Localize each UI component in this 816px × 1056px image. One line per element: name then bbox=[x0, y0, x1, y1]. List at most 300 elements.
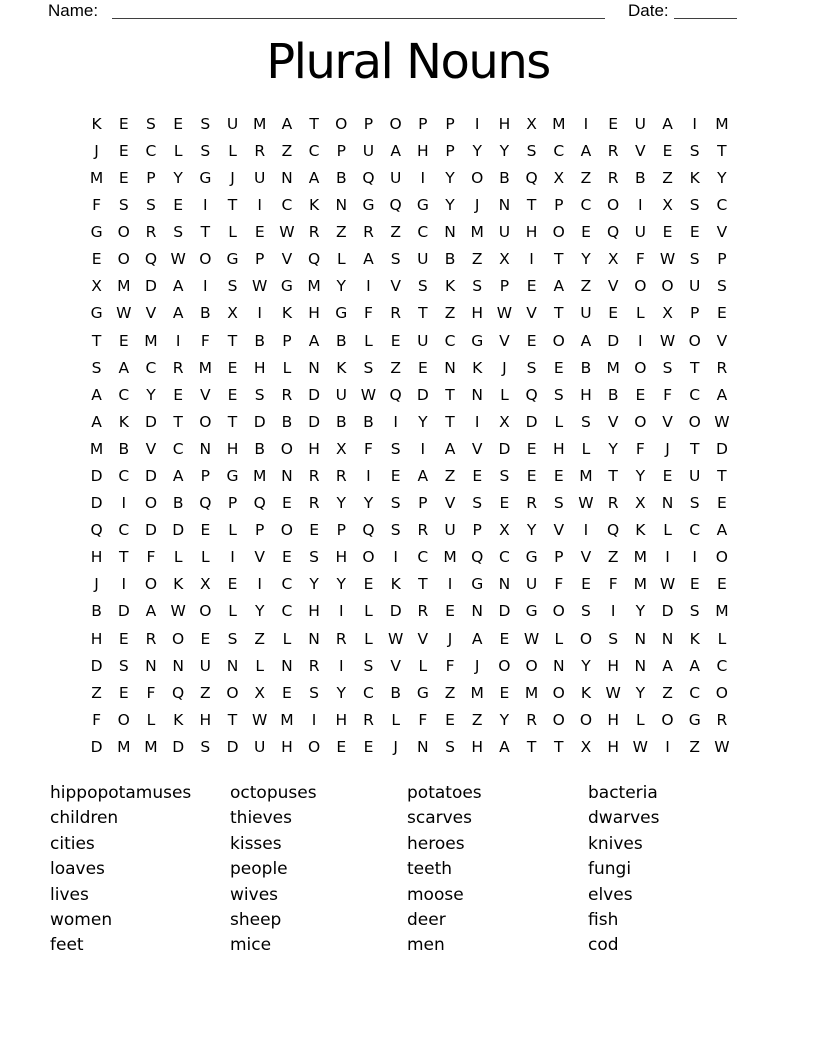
grid-letter: Q bbox=[362, 168, 375, 187]
grid-letter: X bbox=[553, 168, 565, 187]
grid-letter: X bbox=[227, 304, 238, 323]
grid-letter: K bbox=[309, 196, 320, 215]
grid-letter: V bbox=[526, 304, 537, 323]
grid-letter: C bbox=[363, 683, 374, 702]
grid-letter: S bbox=[445, 737, 455, 756]
grid-letter: H bbox=[335, 710, 348, 729]
grid-letter: D bbox=[525, 412, 538, 431]
grid-letter: P bbox=[146, 168, 156, 187]
grid-letter: O bbox=[307, 737, 321, 756]
grid-letter: V bbox=[553, 521, 565, 540]
grid-letter: L bbox=[228, 223, 237, 242]
grid-letter: I bbox=[203, 196, 208, 215]
word-list-item: loaves bbox=[50, 859, 105, 880]
grid-letter: M bbox=[144, 737, 158, 756]
grid-letter: P bbox=[554, 548, 564, 567]
grid-letter: R bbox=[417, 602, 429, 621]
grid-letter: T bbox=[554, 304, 564, 323]
word-list-item: teeth bbox=[407, 859, 453, 880]
grid-letter: W bbox=[578, 494, 594, 513]
grid-letter: Q bbox=[199, 494, 212, 513]
grid-letter: H bbox=[199, 710, 212, 729]
grid-letter: E bbox=[608, 114, 619, 133]
grid-letter: A bbox=[471, 629, 483, 648]
grid-letter: Z bbox=[580, 277, 592, 296]
grid-letter: W bbox=[659, 575, 676, 594]
grid-letter: N bbox=[634, 656, 647, 675]
grid-letter: B bbox=[607, 385, 619, 404]
grid-letter: O bbox=[607, 196, 620, 215]
grid-letter: V bbox=[662, 412, 673, 431]
grid-letter: A bbox=[145, 602, 157, 621]
grid-letter: S bbox=[390, 521, 401, 540]
grid-letter: J bbox=[94, 575, 99, 594]
grid-letter: N bbox=[145, 656, 157, 675]
grid-letter: X bbox=[580, 737, 592, 756]
grid-letter: T bbox=[689, 358, 700, 377]
grid-letter: M bbox=[280, 710, 294, 729]
grid-letter: Y bbox=[635, 602, 646, 621]
grid-letter: D bbox=[661, 602, 674, 621]
grid-letter: G bbox=[525, 548, 538, 567]
grid-letter: G bbox=[688, 710, 701, 729]
grid-letter: O bbox=[471, 168, 484, 187]
grid-letter: S bbox=[472, 277, 483, 296]
word-list-column bbox=[407, 781, 482, 959]
grid-letter: H bbox=[607, 710, 619, 729]
grid-letter: Y bbox=[173, 168, 183, 187]
grid-letter: H bbox=[525, 223, 538, 242]
grid-letter: A bbox=[662, 114, 673, 133]
grid-letter: I bbox=[447, 575, 453, 594]
grid-letter: O bbox=[552, 331, 565, 350]
grid-letter: R bbox=[526, 710, 537, 729]
grid-letter: L bbox=[663, 521, 672, 540]
grid-letter: I bbox=[583, 521, 589, 540]
grid-letter: R bbox=[526, 494, 537, 513]
grid-letter: H bbox=[607, 737, 619, 756]
grid-letter: L bbox=[146, 710, 156, 729]
grid-letter: B bbox=[390, 683, 401, 702]
grid-letter: S bbox=[118, 196, 129, 215]
grid-letter: R bbox=[607, 168, 619, 187]
date-label: Date: bbox=[628, 1, 669, 20]
grid-letter: L bbox=[717, 629, 727, 648]
grid-letter: N bbox=[172, 656, 184, 675]
grid-letter: I bbox=[474, 114, 480, 133]
grid-letter: Y bbox=[445, 196, 455, 215]
grid-letter: H bbox=[580, 385, 592, 404]
grid-letter: V bbox=[716, 331, 728, 350]
grid-letter: P bbox=[336, 141, 346, 160]
grid-letter: F bbox=[146, 683, 156, 702]
grid-letter: S bbox=[553, 385, 564, 404]
grid-letter: J bbox=[665, 439, 670, 458]
grid-letter: F bbox=[663, 385, 672, 404]
grid-letter: W bbox=[170, 602, 186, 621]
grid-letter: P bbox=[363, 114, 374, 133]
grid-letter: Z bbox=[471, 710, 483, 729]
grid-letter: G bbox=[90, 223, 103, 242]
grid-letter: P bbox=[255, 250, 265, 269]
grid-letter: A bbox=[444, 439, 456, 458]
grid-letter: M bbox=[253, 114, 267, 133]
grid-letter: D bbox=[308, 412, 321, 431]
grid-letter: F bbox=[92, 196, 102, 215]
grid-letter: R bbox=[254, 141, 266, 160]
grid-letter: E bbox=[309, 521, 319, 540]
grid-letter: Y bbox=[635, 467, 646, 486]
grid-letter: Z bbox=[471, 250, 483, 269]
grid-letter: R bbox=[281, 385, 293, 404]
grid-letter: G bbox=[280, 277, 293, 296]
grid-letter: H bbox=[471, 304, 484, 323]
date-fill-line bbox=[674, 2, 737, 19]
grid-letter: H bbox=[226, 439, 239, 458]
grid-letter: P bbox=[255, 521, 265, 540]
grid-letter: I bbox=[692, 114, 697, 133]
grid-letter: I bbox=[420, 168, 426, 187]
grid-letter: Y bbox=[336, 277, 347, 296]
grid-letter: Z bbox=[91, 683, 102, 702]
grid-letter: U bbox=[199, 656, 212, 675]
grid-letter: M bbox=[579, 467, 593, 486]
grid-letter: V bbox=[200, 385, 211, 404]
grid-letter: U bbox=[335, 385, 347, 404]
grid-letter: J bbox=[474, 656, 480, 675]
grid-letter: Y bbox=[336, 494, 347, 513]
word-list-item: men bbox=[407, 935, 445, 956]
grid-letter: X bbox=[499, 412, 510, 431]
grid-letter: B bbox=[444, 250, 456, 269]
grid-letter: L bbox=[255, 656, 265, 675]
grid-letter: U bbox=[689, 277, 701, 296]
grid-letter: C bbox=[145, 141, 157, 160]
grid-letter: E bbox=[445, 602, 455, 621]
grid-letter: X bbox=[526, 114, 537, 133]
grid-letter: R bbox=[716, 710, 728, 729]
grid-letter: C bbox=[553, 141, 565, 160]
grid-letter: Z bbox=[444, 304, 456, 323]
grid-letter: S bbox=[689, 494, 700, 513]
grid-letter: Z bbox=[390, 358, 401, 377]
grid-letter: C bbox=[498, 548, 510, 567]
grid-letter: T bbox=[91, 331, 102, 350]
grid-letter: Y bbox=[445, 168, 455, 187]
grid-letter: C bbox=[716, 656, 728, 675]
grid-letter: T bbox=[119, 548, 129, 567]
grid-letter: N bbox=[444, 223, 456, 242]
grid-letter: V bbox=[635, 141, 646, 160]
grid-letter: O bbox=[661, 710, 674, 729]
grid-letter: F bbox=[364, 439, 373, 458]
grid-letter: F bbox=[554, 575, 564, 594]
grid-letter: X bbox=[499, 250, 510, 269]
grid-letter: O bbox=[199, 602, 212, 621]
word-list-item: deer bbox=[407, 910, 446, 931]
grid-letter: E bbox=[390, 467, 401, 486]
grid-letter: O bbox=[117, 223, 130, 242]
grid-letter: E bbox=[336, 737, 347, 756]
grid-letter: Y bbox=[499, 141, 510, 160]
grid-letter: Q bbox=[525, 385, 538, 404]
grid-letter: E bbox=[689, 575, 700, 594]
grid-letter: U bbox=[444, 521, 456, 540]
grid-letter: Q bbox=[307, 250, 321, 269]
grid-letter: R bbox=[335, 467, 347, 486]
grid-letter: S bbox=[146, 196, 156, 215]
grid-letter: G bbox=[525, 602, 538, 621]
grid-letter: N bbox=[281, 168, 293, 187]
grid-letter: H bbox=[417, 141, 429, 160]
grid-letter: B bbox=[200, 304, 211, 323]
word-list-item: wives bbox=[230, 884, 279, 905]
grid-letter: W bbox=[387, 629, 404, 648]
grid-letter: L bbox=[201, 548, 210, 567]
grid-letter: Q bbox=[525, 168, 538, 187]
word-list-item: heroes bbox=[407, 833, 465, 854]
grid-letter: Q bbox=[607, 521, 620, 540]
grid-letter: S bbox=[200, 114, 211, 133]
grid-letter: J bbox=[447, 629, 453, 648]
grid-letter: H bbox=[552, 439, 565, 458]
grid-letter: S bbox=[254, 385, 265, 404]
grid-letter: S bbox=[91, 358, 102, 377]
grid-letter: S bbox=[363, 358, 374, 377]
grid-letter: E bbox=[662, 467, 673, 486]
grid-letter: I bbox=[583, 114, 589, 133]
grid-letter: E bbox=[363, 737, 374, 756]
grid-letter: G bbox=[90, 304, 103, 323]
grid-letter: I bbox=[420, 439, 426, 458]
grid-letter: Z bbox=[580, 168, 592, 187]
grid-letter: E bbox=[717, 494, 727, 513]
grid-letter: U bbox=[254, 168, 266, 187]
grid-letter: A bbox=[662, 656, 673, 675]
grid-letter: E bbox=[717, 304, 727, 323]
grid-letter: D bbox=[172, 737, 185, 756]
grid-letter: D bbox=[253, 412, 266, 431]
grid-letter: X bbox=[91, 277, 102, 296]
grid-letter: O bbox=[498, 656, 511, 675]
grid-letter: Q bbox=[471, 548, 484, 567]
grid-letter: O bbox=[552, 223, 565, 242]
grid-letter: A bbox=[499, 737, 510, 756]
grid-letter: E bbox=[717, 575, 727, 594]
grid-letter: T bbox=[227, 412, 238, 431]
grid-letter: M bbox=[470, 223, 484, 242]
grid-letter: Q bbox=[144, 250, 158, 269]
grid-letter: C bbox=[172, 439, 184, 458]
grid-letter: S bbox=[173, 223, 184, 242]
grid-letter: T bbox=[227, 710, 238, 729]
grid-letter: C bbox=[689, 521, 701, 540]
grid-letter: T bbox=[717, 467, 727, 486]
grid-letter: N bbox=[661, 629, 674, 648]
grid-letter: S bbox=[227, 629, 238, 648]
grid-letter: N bbox=[471, 385, 484, 404]
grid-letter: O bbox=[715, 683, 728, 702]
grid-letter: Q bbox=[362, 521, 375, 540]
grid-letter: D bbox=[90, 494, 103, 513]
grid-letter: T bbox=[608, 467, 618, 486]
grid-letter: E bbox=[526, 439, 537, 458]
grid-letter: C bbox=[689, 385, 701, 404]
grid-letter: S bbox=[689, 141, 700, 160]
grid-letter: O bbox=[144, 494, 158, 513]
grid-letter: O bbox=[715, 548, 728, 567]
grid-letter: E bbox=[91, 250, 102, 269]
word-list bbox=[0, 781, 816, 961]
word-list-item: potatoes bbox=[407, 783, 482, 803]
grid-letter: K bbox=[689, 629, 700, 648]
grid-letter: O bbox=[280, 439, 293, 458]
grid-letter: B bbox=[335, 168, 347, 187]
grid-letter: Z bbox=[444, 683, 456, 702]
grid-letter: B bbox=[118, 439, 130, 458]
grid-letter: I bbox=[692, 548, 697, 567]
grid-letter: W bbox=[659, 331, 676, 350]
grid-letter: I bbox=[311, 710, 317, 729]
grid-letter: T bbox=[227, 196, 238, 215]
grid-letter: V bbox=[716, 223, 728, 242]
grid-letter: P bbox=[336, 521, 346, 540]
grid-letter: L bbox=[391, 710, 400, 729]
grid-letter: N bbox=[281, 656, 293, 675]
grid-letter: V bbox=[580, 548, 592, 567]
grid-letter: A bbox=[172, 277, 184, 296]
grid-letter: K bbox=[635, 521, 646, 540]
grid-letter: U bbox=[689, 467, 701, 486]
grid-letter: D bbox=[416, 385, 429, 404]
grid-letter: C bbox=[444, 331, 456, 350]
grid-letter: U bbox=[254, 737, 266, 756]
grid-letter: X bbox=[662, 196, 673, 215]
grid-letter: L bbox=[364, 331, 373, 350]
grid-letter: U bbox=[525, 575, 538, 594]
grid-letter: I bbox=[121, 575, 127, 594]
word-list-item: women bbox=[50, 910, 113, 931]
grid-letter: E bbox=[608, 304, 619, 323]
grid-letter: E bbox=[445, 710, 455, 729]
grid-letter: F bbox=[608, 575, 618, 594]
grid-letter: K bbox=[173, 575, 184, 594]
grid-letter: O bbox=[117, 250, 130, 269]
grid-letter: T bbox=[689, 439, 700, 458]
grid-letter: N bbox=[552, 656, 565, 675]
grid-letter: P bbox=[418, 494, 428, 513]
grid-letter: C bbox=[308, 141, 320, 160]
grid-letter: W bbox=[116, 304, 132, 323]
grid-letter: J bbox=[393, 737, 398, 756]
grid-letter: K bbox=[472, 358, 483, 377]
grid-letter: V bbox=[444, 494, 456, 513]
grid-letter: M bbox=[443, 548, 457, 567]
grid-letter: U bbox=[417, 250, 429, 269]
grid-letter: N bbox=[199, 439, 212, 458]
grid-letter: R bbox=[716, 358, 728, 377]
grid-letter: S bbox=[581, 602, 591, 621]
grid-letter: J bbox=[94, 141, 99, 160]
grid-letter: L bbox=[173, 141, 183, 160]
grid-letter: F bbox=[445, 656, 455, 675]
grid-letter: A bbox=[580, 331, 592, 350]
grid-letter: C bbox=[281, 602, 293, 621]
grid-letter: I bbox=[121, 494, 127, 513]
grid-letter: I bbox=[529, 250, 534, 269]
grid-letter: O bbox=[199, 412, 212, 431]
grid-letter: U bbox=[362, 141, 375, 160]
grid-letter: M bbox=[606, 358, 620, 377]
grid-letter: C bbox=[118, 467, 130, 486]
grid-letter: B bbox=[172, 494, 184, 513]
grid-letter: L bbox=[364, 602, 373, 621]
grid-letter: U bbox=[580, 304, 592, 323]
grid-letter: Y bbox=[418, 412, 428, 431]
word-list-item: scarves bbox=[407, 808, 472, 829]
grid-letter: L bbox=[364, 629, 373, 648]
grid-letter: G bbox=[416, 196, 429, 215]
grid-letter: E bbox=[173, 385, 184, 404]
grid-letter: D bbox=[715, 439, 728, 458]
grid-letter: N bbox=[417, 737, 429, 756]
grid-letter: K bbox=[281, 304, 292, 323]
grid-letter: M bbox=[198, 358, 213, 377]
grid-letter: I bbox=[665, 737, 670, 756]
grid-letter: E bbox=[118, 683, 129, 702]
grid-letter: C bbox=[118, 521, 130, 540]
grid-letter: B bbox=[580, 358, 592, 377]
grid-letter: N bbox=[498, 575, 511, 594]
grid-letter: I bbox=[175, 331, 181, 350]
grid-letter: A bbox=[172, 467, 184, 486]
grid-letter: A bbox=[716, 385, 728, 404]
grid-letter: Z bbox=[390, 223, 401, 242]
grid-letter: H bbox=[471, 737, 484, 756]
grid-letter: L bbox=[418, 656, 428, 675]
grid-letter: L bbox=[228, 141, 237, 160]
grid-letter: R bbox=[335, 629, 347, 648]
grid-letter: Y bbox=[608, 439, 618, 458]
grid-letter: N bbox=[498, 196, 511, 215]
word-list-item: knives bbox=[588, 833, 643, 854]
grid-letter: P bbox=[690, 304, 700, 323]
grid-letter: K bbox=[580, 683, 592, 702]
grid-letter: Y bbox=[581, 656, 591, 675]
grid-letter: E bbox=[472, 467, 483, 486]
grid-letter: Z bbox=[281, 141, 293, 160]
grid-letter: W bbox=[605, 683, 621, 702]
grid-letter: Z bbox=[335, 223, 347, 242]
grid-letter: S bbox=[390, 494, 401, 513]
grid-letter: K bbox=[390, 575, 401, 594]
grid-letter: D bbox=[607, 331, 620, 350]
grid-letter: E bbox=[118, 168, 129, 187]
grid-letter: V bbox=[417, 629, 429, 648]
word-list-item: bacteria bbox=[588, 783, 658, 803]
grid-letter: A bbox=[308, 168, 320, 187]
grid-letter: H bbox=[498, 114, 511, 133]
grid-letter: P bbox=[282, 331, 292, 350]
grid-letter: E bbox=[118, 331, 129, 350]
grid-letter: A bbox=[689, 656, 701, 675]
grid-letter: T bbox=[526, 196, 537, 215]
grid-letter: D bbox=[145, 277, 157, 296]
word-list-item: people bbox=[230, 859, 288, 880]
grid-letter: I bbox=[257, 304, 262, 323]
grid-letter: F bbox=[635, 439, 645, 458]
grid-letter: Y bbox=[635, 683, 646, 702]
